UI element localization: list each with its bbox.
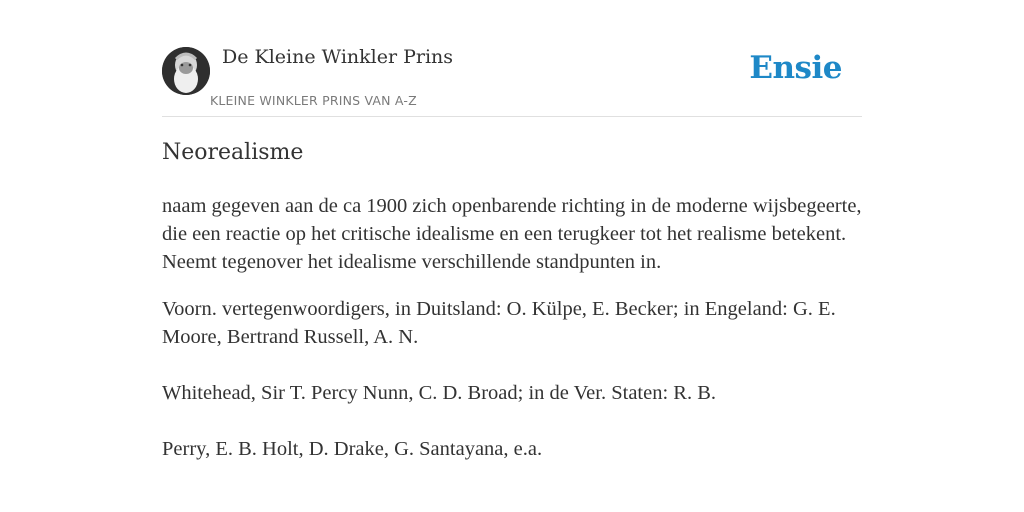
article-paragraph: Whitehead, Sir T. Percy Nunn, C. D. Broad; in de Ver. Staten: R. B.	[162, 382, 717, 404]
author-portrait-avatar[interactable]	[162, 47, 210, 95]
author-portrait-icon	[162, 47, 210, 95]
article-paragraph: naam gegeven aan de ca 1900 zich openbarende richting in de moderne wijsbegeerte, die een reactie op het critische idealisme en een terugkeer tot het realisme betekent. Neemt tegenover het idealisme verschillende standpunten in.	[162, 195, 862, 273]
source-name[interactable]: De Kleine Winkler Prins	[222, 46, 454, 68]
article-title: Neorealisme	[162, 140, 304, 165]
source-header	[162, 44, 862, 117]
article-paragraph: Perry, E. B. Holt, D. Drake, G. Santayana, e.a.	[162, 438, 543, 460]
article-paragraph: Voorn. vertegenwoordigers, in Duitsland: O. Külpe, E. Becker; in Engeland: G. E. Moore, Bertrand Russell, A. N.	[162, 298, 836, 348]
ensie-logo[interactable]: Ensie	[749, 50, 842, 86]
source-subtitle[interactable]: KLEINE WINKLER PRINS VAN A-Z	[210, 93, 417, 108]
